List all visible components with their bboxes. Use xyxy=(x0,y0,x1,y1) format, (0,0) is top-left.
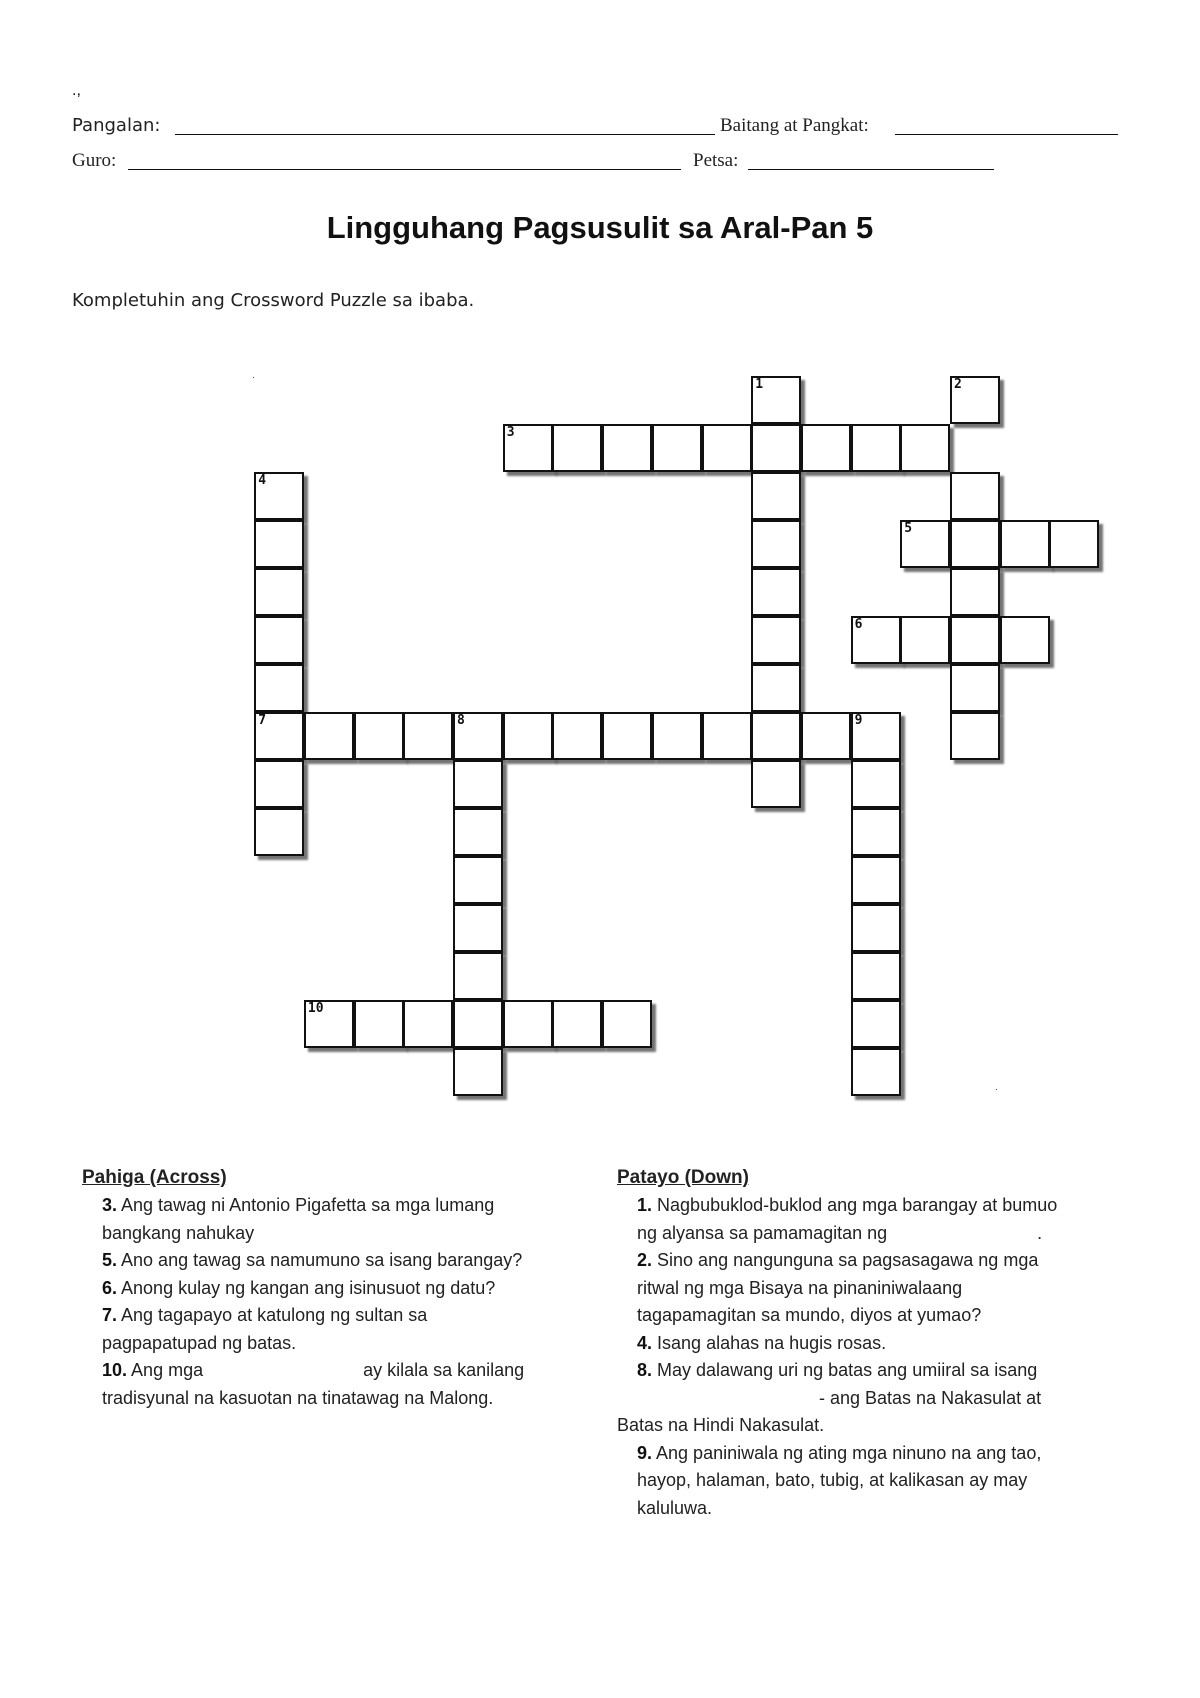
crossword-cell[interactable] xyxy=(851,616,901,664)
crossword-cell[interactable] xyxy=(851,712,901,760)
crossword-cell[interactable] xyxy=(602,424,652,472)
clue-across-5: 5. Ano ang tawag sa namumuno sa isang barangay? xyxy=(102,1250,523,1270)
stray-mark: ., xyxy=(72,82,81,99)
stray-dot: . xyxy=(252,370,255,381)
crossword-cell[interactable] xyxy=(602,712,652,760)
crossword-cell[interactable] xyxy=(354,1000,404,1048)
crossword-cell[interactable] xyxy=(304,712,354,760)
crossword-cell[interactable] xyxy=(453,760,503,808)
grade-label: Baitang at Pangkat: xyxy=(720,115,869,136)
crossword-cell[interactable] xyxy=(254,760,304,808)
crossword-cell[interactable] xyxy=(254,520,304,568)
crossword-cell[interactable] xyxy=(503,1000,553,1048)
crossword-cell[interactable] xyxy=(851,760,901,808)
crossword-cell[interactable] xyxy=(453,1000,503,1048)
clue-number: 7 xyxy=(258,713,267,728)
crossword-cell[interactable] xyxy=(950,664,1000,712)
across-heading: Pahiga (Across) xyxy=(82,1167,227,1188)
crossword-cell[interactable] xyxy=(900,520,950,568)
crossword-cell[interactable] xyxy=(453,1048,503,1096)
crossword-cell[interactable] xyxy=(403,712,453,760)
crossword-cell[interactable] xyxy=(254,808,304,856)
clue-number: 4 xyxy=(258,473,267,488)
crossword-cell[interactable] xyxy=(751,376,801,424)
crossword-cell[interactable] xyxy=(851,808,901,856)
crossword-cell[interactable] xyxy=(950,616,1000,664)
crossword-cell[interactable] xyxy=(702,424,752,472)
clue-number: 5 xyxy=(904,521,913,536)
down-clues xyxy=(617,1164,1177,1522)
clue-number: 6 xyxy=(854,617,863,632)
crossword-cell[interactable] xyxy=(851,952,901,1000)
clue-number: 8 xyxy=(457,713,465,728)
clue-number: 1 xyxy=(755,377,764,392)
crossword-cell[interactable] xyxy=(950,376,1000,424)
crossword-cell[interactable] xyxy=(900,424,950,472)
crossword-cell[interactable] xyxy=(751,520,801,568)
crossword-cell[interactable] xyxy=(751,424,801,472)
clue-down-4: 4. Isang alahas na hugis rosas. xyxy=(637,1332,887,1353)
crossword-cell[interactable] xyxy=(254,664,304,712)
crossword-cell[interactable] xyxy=(1000,520,1050,568)
clue-number: 3 xyxy=(506,425,515,440)
crossword-cell[interactable] xyxy=(801,424,851,472)
crossword-cell[interactable] xyxy=(552,1000,602,1048)
crossword-cell[interactable] xyxy=(254,712,304,760)
clue-across-10: 10. Ang mga ay kilala sa kanilang tradisyunal na kasuotan na tinatawag na Malong. xyxy=(102,1360,525,1408)
name-label: Pangalan: xyxy=(72,115,161,136)
teacher-label: Guro: xyxy=(72,150,117,171)
crossword-cell[interactable] xyxy=(950,712,1000,760)
instruction-text: Kompletuhin ang Crossword Puzzle sa ibaba. xyxy=(72,290,475,311)
crossword-cell[interactable] xyxy=(652,712,702,760)
crossword-cell[interactable] xyxy=(403,1000,453,1048)
crossword-cell[interactable] xyxy=(1000,616,1050,664)
down-heading: Patayo (Down) xyxy=(617,1167,749,1188)
crossword-cell[interactable] xyxy=(552,424,602,472)
crossword-cell[interactable] xyxy=(354,712,404,760)
crossword-cell[interactable] xyxy=(751,760,801,808)
crossword-cell[interactable] xyxy=(851,1048,901,1096)
crossword-cell[interactable] xyxy=(950,520,1000,568)
crossword-cell[interactable] xyxy=(453,952,503,1000)
clue-across-7: 7. Ang tagapayo at katulong ng sultan sa pagpapatupad ng batas. xyxy=(102,1305,428,1353)
page-title: Lingguhang Pagsusulit sa Aral-Pan 5 xyxy=(326,210,874,245)
clue-number: 10 xyxy=(307,1001,324,1016)
crossword-cell[interactable] xyxy=(851,1000,901,1048)
crossword-cell[interactable] xyxy=(851,904,901,952)
crossword-cell[interactable] xyxy=(254,568,304,616)
across-clues xyxy=(82,1164,602,1412)
crossword-cell[interactable] xyxy=(254,616,304,664)
clue-number: 2 xyxy=(954,377,962,392)
crossword-cell[interactable] xyxy=(751,664,801,712)
crossword-cell[interactable] xyxy=(702,712,752,760)
clue-down-9: 9. Ang paniniwala ng ating mga ninuno na ang tao, hayop, halaman, bato, tubig, at kalikasan ay may kaluluwa. xyxy=(637,1442,1042,1518)
crossword-cell[interactable] xyxy=(652,424,702,472)
crossword-cell[interactable] xyxy=(950,568,1000,616)
crossword-cell[interactable] xyxy=(453,904,503,952)
crossword-cell[interactable] xyxy=(851,424,901,472)
clue-down-8-cont: Batas na Hindi Nakasulat. xyxy=(617,1415,825,1435)
crossword-cell[interactable] xyxy=(552,712,602,760)
crossword-cell[interactable] xyxy=(304,1000,354,1048)
clue-across-3: 3. Ang tawag ni Antonio Pigafetta sa mga lumang bangkang nahukay xyxy=(102,1195,495,1243)
clue-number: 9 xyxy=(854,713,863,728)
date-label: Petsa: xyxy=(693,150,739,171)
crossword-cell[interactable] xyxy=(503,712,553,760)
crossword-cell[interactable] xyxy=(751,472,801,520)
crossword-cell[interactable] xyxy=(453,808,503,856)
crossword-cell[interactable] xyxy=(751,616,801,664)
crossword-cell[interactable] xyxy=(602,1000,652,1048)
crossword-cell[interactable] xyxy=(254,472,304,520)
crossword-cell[interactable] xyxy=(900,616,950,664)
crossword-cell[interactable] xyxy=(751,568,801,616)
clue-down-1: 1. Nagbubuklod-buklod ang mga barangay at bumuo ng alyansa sa pamamagitan ng . xyxy=(637,1195,1058,1243)
clue-down-8: 8. May dalawang uri ng batas ang umiiral sa isang - ang Batas na Nakasulat at xyxy=(637,1360,1042,1408)
clue-across-6: 6. Anong kulay ng kangan ang isinusuot ng datu? xyxy=(102,1277,496,1298)
crossword-cell[interactable] xyxy=(453,856,503,904)
stray-dot: . xyxy=(995,1082,998,1093)
crossword-cell[interactable] xyxy=(503,424,553,472)
clue-down-2: 2. Sino ang nangunguna sa pagsasagawa ng mga ritwal ng mga Bisaya na pinaniniwalaang tagapamagitan sa mundo, diyos at yumao? xyxy=(637,1250,1039,1325)
crossword-cell[interactable] xyxy=(751,712,801,760)
crossword-cell[interactable] xyxy=(801,712,851,760)
crossword-cell[interactable] xyxy=(1049,520,1099,568)
crossword-cell[interactable] xyxy=(453,712,503,760)
crossword-cell[interactable] xyxy=(851,856,901,904)
crossword-cell[interactable] xyxy=(950,472,1000,520)
